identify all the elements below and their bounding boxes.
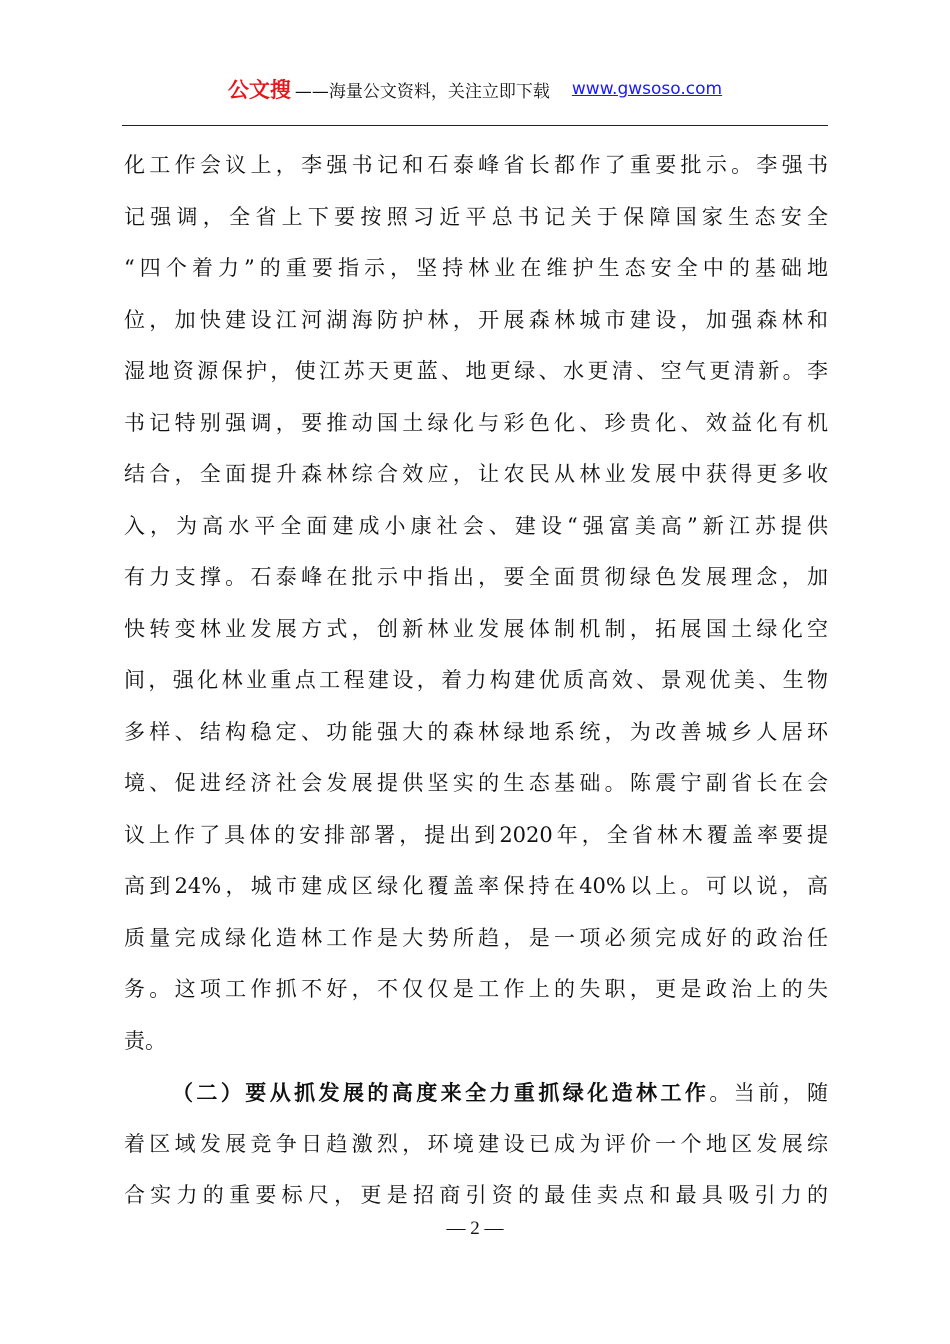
text-line: 高到24%，城市建成区绿化覆盖率保持在40%以上。可以说，高 xyxy=(124,874,828,898)
text-line: 着区域发展竞争日趋激烈，环境建设已成为评价一个地区发展综 xyxy=(124,1131,828,1156)
text-line: 质量完成绿化造林工作是大势所趋，是一项必须完成好的政治任 xyxy=(124,925,828,950)
text-line: 化工作会议上，李强书记和石泰峰省长都作了重要批示。李强书 xyxy=(124,153,828,177)
header-divider xyxy=(122,125,828,126)
text-line: 多样、结构稳定、功能强大的森林绿地系统，为改善城乡人居环 xyxy=(124,719,828,744)
header-tagline: ——海量公文资料，关注立即下载 xyxy=(294,81,550,102)
page-header xyxy=(122,74,828,102)
text-line: 书记特别强调，要推动国土绿化与彩色化、珍贵化、效益化有机 xyxy=(124,410,828,435)
text-line: 议上作了具体的安排部署，提出到2020年，全省林木覆盖率要提 xyxy=(124,822,828,847)
text-line: 有力支撑。石泰峰在批示中指出，要全面贯彻绿色发展理念，加 xyxy=(124,565,828,589)
section-heading-line xyxy=(124,1067,828,1119)
page-number: — 2 — xyxy=(446,1218,504,1239)
text-line: 务。这项工作抓不好，不仅仅是工作上的失职，更是政治上的失 xyxy=(124,977,828,1001)
text-line: 入，为高水平全面建成小康社会、建设“强富美高”新江苏提供 xyxy=(124,513,828,538)
section-heading-continuation: 。当前，随 xyxy=(709,1081,829,1105)
text-line: 责。 xyxy=(124,1028,166,1053)
text-line: 合实力的重要标尺，更是招商引资的最佳卖点和最具吸引力的 xyxy=(124,1183,828,1207)
text-line: 结合，全面提升森林综合效应，让农民从林业发展中获得更多收 xyxy=(124,462,828,486)
text-line: “四个着力”的重要指示，坚持林业在维护生态安全中的基础地 xyxy=(124,256,828,280)
text-line: 间，强化林业重点工程建设，着力构建优质高效、景观优美、生物 xyxy=(124,668,828,692)
section-heading: （二）要从抓发展的高度来全力重抓绿化造林工作 xyxy=(172,1080,710,1105)
website-link[interactable]: www.gwsoso.com xyxy=(571,79,723,99)
document-body xyxy=(124,140,828,1222)
text-line: 记强调，全省上下要按照习近平总书记关于保障国家生态安全 xyxy=(124,204,828,229)
text-line: 位，加快建设江河湖海防护林，开展森林城市建设，加强森林和 xyxy=(124,307,828,332)
brand-logo-text: 公文搜 xyxy=(227,78,291,102)
text-line: 境、促进经济社会发展提供坚实的生态基础。陈震宁副省长在会 xyxy=(124,771,828,795)
text-line: 湿地资源保护，使江苏天更蓝、地更绿、水更清、空气更清新。李 xyxy=(124,359,828,383)
text-line: 快转变林业发展方式，创新林业发展体制机制，拓展国土绿化空 xyxy=(124,616,828,641)
